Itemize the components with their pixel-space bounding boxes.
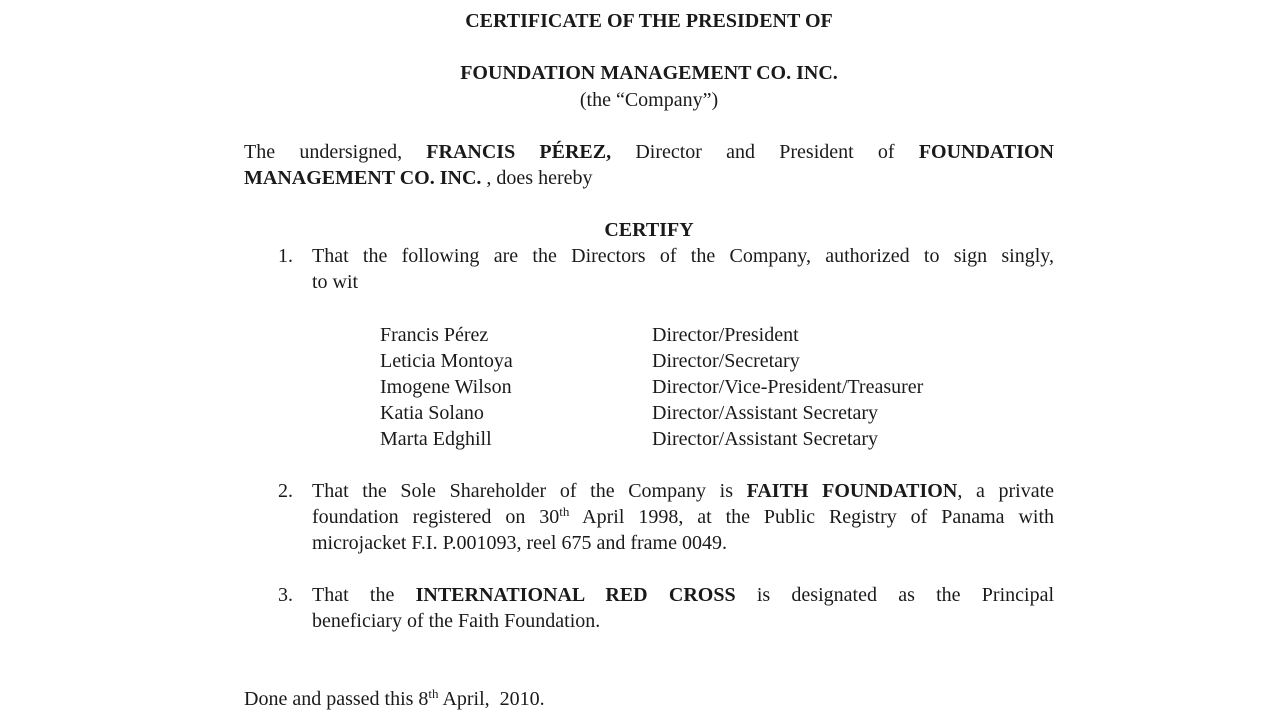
clause-number: 1.: [278, 245, 293, 267]
director-name: Leticia Montoya: [380, 350, 513, 372]
clause-2-line-1-suffix: , a private: [957, 480, 1055, 502]
director-role: Director/Secretary: [652, 350, 800, 372]
intro-prefix: The undersigned,: [244, 141, 427, 163]
intro-company-part2: MANAGEMENT CO. INC.: [244, 167, 482, 189]
closing-suffix: April, 2010.: [438, 688, 545, 710]
director-name: Francis Pérez: [380, 324, 489, 346]
clause-text: [312, 478, 1054, 556]
intro-suffix: , does hereby: [481, 167, 593, 189]
clause-3-line-2: beneficiary of the Faith Foundation.: [312, 610, 601, 632]
shareholder-name: FAITH FOUNDATION: [746, 480, 958, 502]
intro-middle: Director and President of: [611, 141, 919, 163]
clause-number: 2.: [278, 480, 293, 502]
director-row: [380, 374, 1020, 400]
director-role: Director/Assistant Secretary: [652, 402, 879, 424]
intro-company-part1: FOUNDATION: [918, 141, 1054, 163]
director-row: [380, 400, 1020, 426]
company-alias: (the “Company”): [579, 89, 719, 111]
closing-line: [244, 686, 1054, 712]
director-role: Director/Vice-President/Treasurer: [652, 376, 924, 398]
clause-3-line-1: [312, 582, 1054, 608]
director-name: Katia Solano: [380, 402, 484, 424]
clause-2-line-2-prefix: foundation registered on 30: [312, 506, 560, 528]
signer-name: FRANCIS PÉREZ,: [426, 141, 612, 163]
director-row: [380, 322, 1020, 348]
clause-1-line-1: That the following are the Directors of the Company, authorized to sign singly,: [312, 245, 1054, 267]
intro-line-2: [244, 165, 1054, 191]
directors-list: [380, 322, 1020, 452]
intro-line-1: [244, 139, 1054, 165]
certificate-page: [244, 0, 1054, 720]
clause-2-line-2-suffix: April 1998, at the Public Registry of Panama with: [569, 506, 1054, 528]
ordinal-suffix: th: [559, 504, 570, 519]
certify-heading: CERTIFY: [604, 219, 694, 241]
clause-2-line-1-prefix: That the Sole Shareholder of the Company is: [312, 480, 747, 502]
clause-text: [312, 243, 1054, 295]
clause-3: [278, 582, 1054, 634]
beneficiary-name: INTERNATIONAL RED CROSS: [415, 584, 736, 606]
clause-number: 3.: [278, 584, 293, 606]
director-row: [380, 348, 1020, 374]
clause-1-line-2: to wit: [312, 271, 359, 293]
certificate-title: CERTIFICATE OF THE PRESIDENT OF: [465, 10, 833, 32]
clause-2-line-3: microjacket F.I. P.001093, reel 675 and frame 0049.: [312, 532, 727, 554]
clause-2-line-1: [312, 478, 1054, 504]
director-role: Director/Assistant Secretary: [652, 428, 879, 450]
clause-3-line-1-suffix: is designated as the Principal: [735, 584, 1054, 606]
clause-text: [312, 582, 1054, 634]
director-row: [380, 426, 1020, 452]
clause-3-line-1-prefix: That the: [312, 584, 416, 606]
closing-prefix: Done and passed this 8: [244, 688, 429, 710]
clause-1: [278, 243, 1054, 295]
intro-paragraph: [244, 139, 1054, 191]
company-name-heading: FOUNDATION MANAGEMENT CO. INC.: [460, 62, 838, 84]
clause-2-line-2: [312, 504, 1054, 530]
director-name: Marta Edghill: [380, 428, 492, 450]
clause-2: [278, 478, 1054, 556]
director-name: Imogene Wilson: [380, 376, 512, 398]
ordinal-suffix: th: [428, 686, 439, 701]
director-role: Director/President: [652, 324, 799, 346]
